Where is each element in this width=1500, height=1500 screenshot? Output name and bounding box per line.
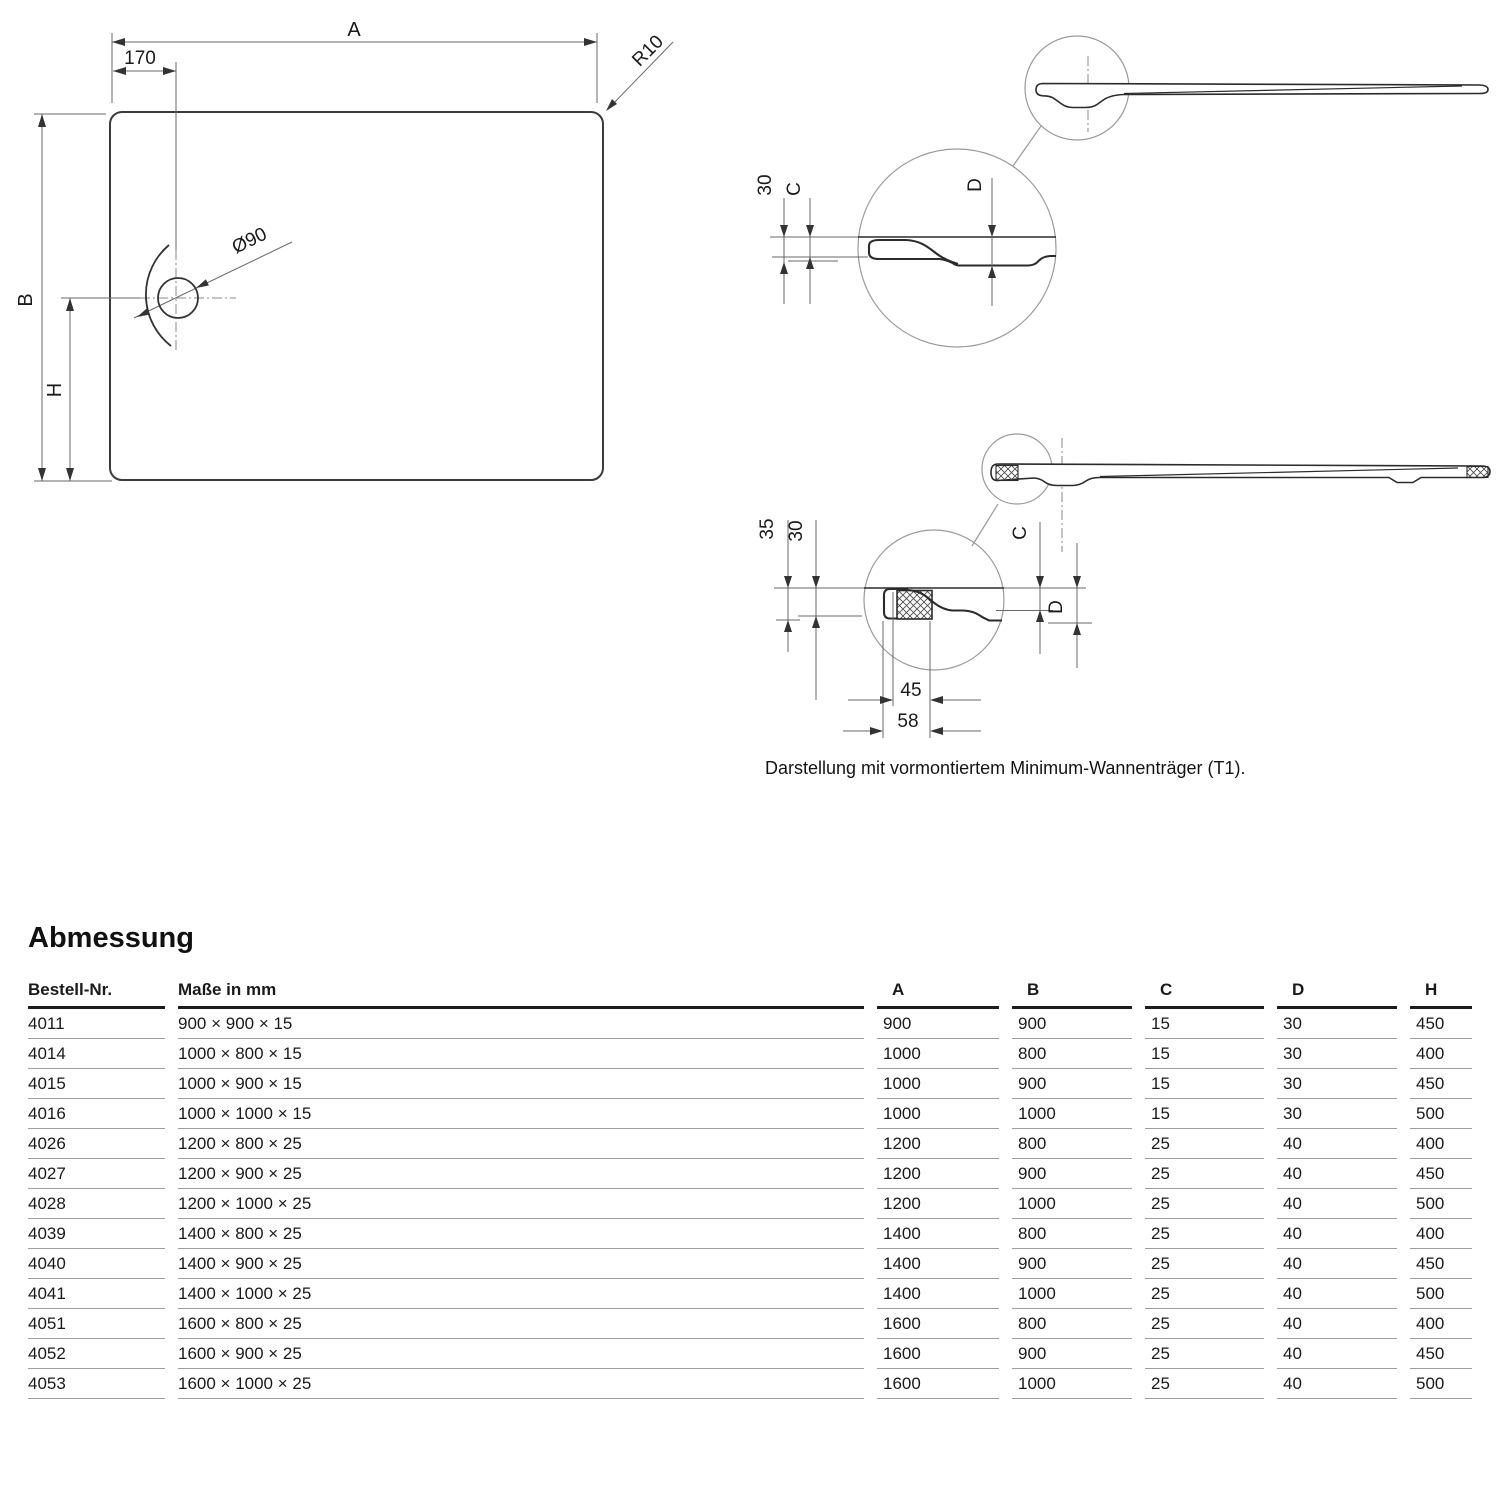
table-cell: 450	[1410, 1249, 1472, 1279]
table-cell: 4040	[28, 1249, 165, 1279]
dim-label-h: H	[44, 382, 66, 398]
table-cell: 500	[1410, 1279, 1472, 1309]
section1-label-30: 30	[755, 174, 776, 196]
table-cell: 1200 × 1000 × 25	[178, 1189, 864, 1219]
section-drawings	[740, 0, 1500, 748]
section1-label-c: C	[784, 182, 805, 196]
table-cell: 4011	[28, 1009, 165, 1039]
table-cell: 15	[1145, 1099, 1264, 1129]
table-cell: 25	[1145, 1249, 1264, 1279]
table-cell: 900	[1012, 1069, 1132, 1099]
table-cell: 4051	[28, 1309, 165, 1339]
table-cell: 500	[1410, 1099, 1472, 1129]
table-cell: 4014	[28, 1039, 165, 1069]
table-cell: 25	[1145, 1129, 1264, 1159]
table-cell: 25	[1145, 1339, 1264, 1369]
table-cell: 40	[1277, 1129, 1397, 1159]
section2-label-d: D	[1046, 600, 1067, 614]
table-cell: 1000	[877, 1099, 999, 1129]
table-cell: 30	[1277, 1009, 1397, 1039]
table-cell: 15	[1145, 1039, 1264, 1069]
table-cell: 1200 × 900 × 25	[178, 1159, 864, 1189]
table-cell: 450	[1410, 1339, 1472, 1369]
table-cell: 1400 × 1000 × 25	[178, 1279, 864, 1309]
table-cell: 1000	[1012, 1279, 1132, 1309]
table-cell: 4015	[28, 1069, 165, 1099]
table-cell: 4053	[28, 1369, 165, 1399]
table-cell: 4027	[28, 1159, 165, 1189]
table-cell: 1000	[1012, 1369, 1132, 1399]
table-cell: 15	[1145, 1009, 1264, 1039]
table-cell: 1000	[877, 1039, 999, 1069]
section2-label-c: C	[1010, 526, 1031, 540]
column-header-masse: Maße in mm	[178, 975, 864, 1009]
section2-label-35: 35	[757, 518, 778, 540]
dimensions-table	[28, 975, 1472, 1399]
table-cell: 40	[1277, 1279, 1397, 1309]
table-cell: 30	[1277, 1039, 1397, 1069]
plan-view-drawing	[0, 0, 740, 520]
column-header-b: B	[1012, 975, 1132, 1009]
dim-label-r10: R10	[628, 31, 668, 71]
table-cell: 450	[1410, 1009, 1472, 1039]
table-cell: 1000	[1012, 1189, 1132, 1219]
tray-outline	[110, 112, 603, 480]
table-cell: 25	[1145, 1189, 1264, 1219]
table-cell: 1600 × 1000 × 25	[178, 1369, 864, 1399]
section-standard	[755, 36, 1488, 347]
table-cell: 1400 × 800 × 25	[178, 1219, 864, 1249]
table-cell: 450	[1410, 1069, 1472, 1099]
table-cell: 1000	[877, 1069, 999, 1099]
table-cell: 1400	[877, 1279, 999, 1309]
table-cell: 900	[877, 1009, 999, 1039]
table-cell: 40	[1277, 1339, 1397, 1369]
table-cell: 1400 × 900 × 25	[178, 1249, 864, 1279]
section2-label-45: 45	[900, 680, 922, 701]
table-cell: 4026	[28, 1129, 165, 1159]
table-cell: 40	[1277, 1159, 1397, 1189]
table-title: Abmessung	[28, 922, 194, 954]
table-cell: 1000 × 900 × 15	[178, 1069, 864, 1099]
column-header-bestell-nr: Bestell-Nr.	[28, 975, 165, 1009]
table-cell: 900	[1012, 1339, 1132, 1369]
section-carrier	[757, 434, 1490, 738]
section2-label-30: 30	[786, 520, 807, 542]
table-cell: 25	[1145, 1219, 1264, 1249]
table-cell: 1400	[877, 1219, 999, 1249]
table-cell: 1600 × 800 × 25	[178, 1309, 864, 1339]
table-cell: 25	[1145, 1279, 1264, 1309]
table-cell: 1000	[1012, 1099, 1132, 1129]
column-header-d: D	[1277, 975, 1397, 1009]
column-header-h: H	[1410, 975, 1472, 1009]
table-cell: 4016	[28, 1099, 165, 1129]
table-cell: 4052	[28, 1339, 165, 1369]
dim-label-a: A	[347, 19, 361, 41]
table-cell: 450	[1410, 1159, 1472, 1189]
table-cell: 500	[1410, 1189, 1472, 1219]
column-header-a: A	[877, 975, 999, 1009]
table-cell: 15	[1145, 1069, 1264, 1099]
table-cell: 900 × 900 × 15	[178, 1009, 864, 1039]
table-cell: 40	[1277, 1219, 1397, 1249]
dim-label-b: B	[15, 293, 37, 307]
table-cell: 4041	[28, 1279, 165, 1309]
table-cell: 40	[1277, 1369, 1397, 1399]
table-cell: 400	[1410, 1219, 1472, 1249]
table-cell: 900	[1012, 1249, 1132, 1279]
table-cell: 900	[1012, 1009, 1132, 1039]
table-cell: 1600	[877, 1339, 999, 1369]
table-cell: 800	[1012, 1039, 1132, 1069]
table-cell: 1600 × 900 × 25	[178, 1339, 864, 1369]
table-cell: 1200	[877, 1159, 999, 1189]
table-cell: 1600	[877, 1369, 999, 1399]
section1-label-d: D	[965, 178, 986, 192]
table-cell: 1200	[877, 1189, 999, 1219]
table-cell: 25	[1145, 1159, 1264, 1189]
table-cell: 30	[1277, 1099, 1397, 1129]
section-caption: Darstellung mit vormontiertem Minimum-Wannenträger (T1).	[765, 758, 1246, 778]
table-cell: 25	[1145, 1369, 1264, 1399]
table-cell: 400	[1410, 1309, 1472, 1339]
table-cell: 40	[1277, 1309, 1397, 1339]
table-cell: 30	[1277, 1069, 1397, 1099]
table-cell: 1200 × 800 × 25	[178, 1129, 864, 1159]
table-cell: 40	[1277, 1249, 1397, 1279]
table-cell: 1200	[877, 1129, 999, 1159]
table-cell: 800	[1012, 1219, 1132, 1249]
table-cell: 800	[1012, 1129, 1132, 1159]
section2-label-58: 58	[897, 711, 919, 732]
column-header-c: C	[1145, 975, 1264, 1009]
table-cell: 900	[1012, 1159, 1132, 1189]
table-cell: 25	[1145, 1309, 1264, 1339]
dim-label-drain-diameter: Ø90	[228, 223, 271, 259]
table-cell: 1600	[877, 1309, 999, 1339]
table-cell: 1000 × 1000 × 15	[178, 1099, 864, 1129]
table-cell: 400	[1410, 1039, 1472, 1069]
dim-label-170: 170	[124, 48, 156, 69]
table-cell: 40	[1277, 1189, 1397, 1219]
table-cell: 500	[1410, 1369, 1472, 1399]
table-cell: 4028	[28, 1189, 165, 1219]
table-cell: 1000 × 800 × 15	[178, 1039, 864, 1069]
table-cell: 1400	[877, 1249, 999, 1279]
table-cell: 800	[1012, 1309, 1132, 1339]
table-cell: 400	[1410, 1129, 1472, 1159]
table-cell: 4039	[28, 1219, 165, 1249]
